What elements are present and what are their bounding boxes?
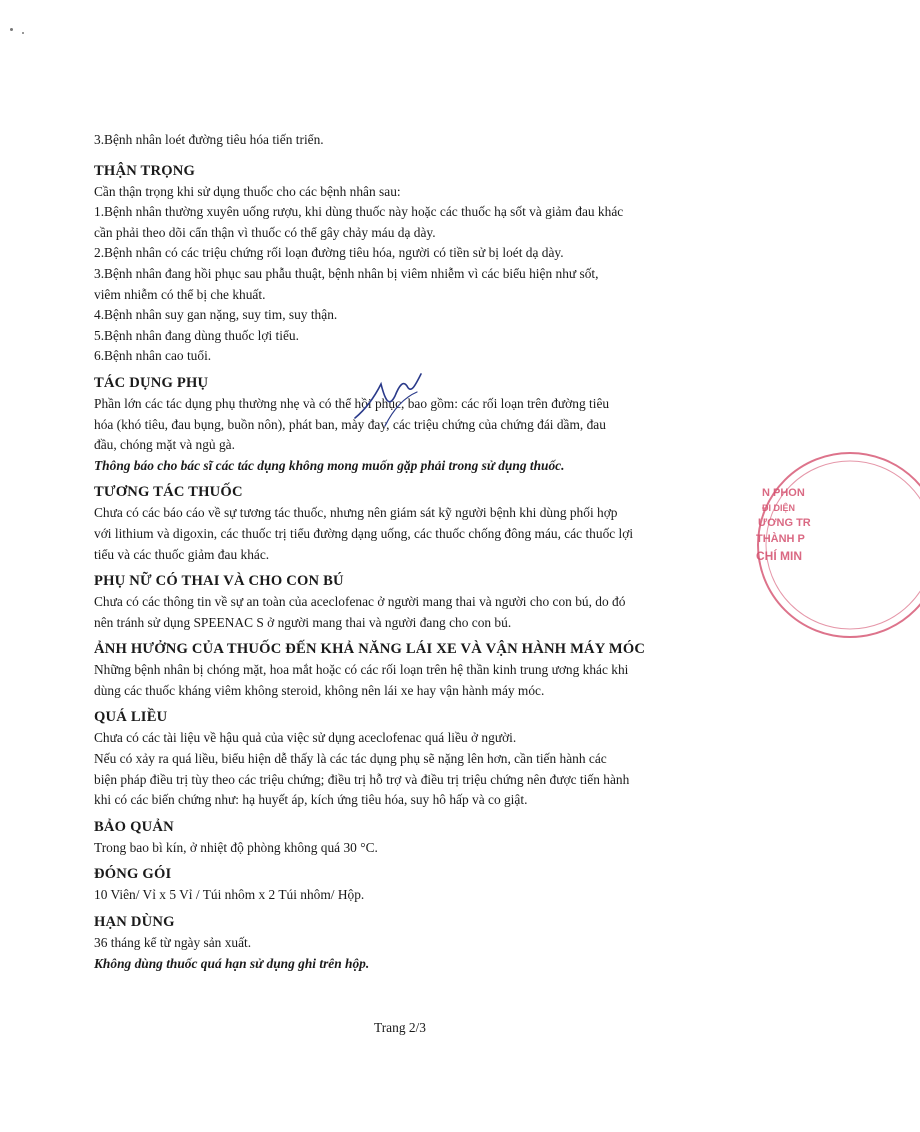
contraindication-item-3: 3.Bệnh nhân loét đường tiêu hóa tiến triển. xyxy=(94,132,324,147)
side-effect-note: Thông báo cho bác sĩ các tác dụng không mong muốn gặp phải trong sử dụng thuốc. xyxy=(94,457,565,473)
text-line: Trong bao bì kín, ở nhiệt độ phòng không quá 30 °C. xyxy=(94,839,378,855)
text-line: 2.Bệnh nhân có các triệu chứng rối loạn đường tiêu hóa, người có tiền sử bị loét dạ dày. xyxy=(94,245,564,261)
signature-stroke xyxy=(385,392,417,426)
text-line: hóa (khó tiêu, đau bụng, buồn nôn), phát ban, mày đay, các triệu chứng của chứng đái dầm, đau xyxy=(94,416,606,432)
signature-stroke xyxy=(355,374,421,418)
official-stamp xyxy=(740,445,860,665)
stamp-line: ƯƠNG TR xyxy=(758,517,811,529)
text-line: Cần thận trọng khi sử dụng thuốc cho các bệnh nhân sau: xyxy=(94,183,401,199)
text-line: Chưa có các thông tin về sự an toàn của aceclofenac ở người mang thai và người cho con bú, do đó xyxy=(94,594,626,610)
stamp-line: CHÍ MIN xyxy=(756,549,802,563)
section-heading-tac-dung-phu: TÁC DỤNG PHỤ xyxy=(94,374,209,391)
section-heading-phu-nu: PHỤ NỮ CÓ THAI VÀ CHO CON BÚ xyxy=(94,573,344,590)
text-line: biện pháp điều trị tùy theo các triệu chứng; điều trị hỗ trợ và điều trị triệu chứng nên được tiến hành xyxy=(94,771,630,787)
section-heading-tuong-tac: TƯƠNG TÁC THUỐC xyxy=(94,484,243,501)
page-number: Trang 2/3 xyxy=(374,1020,426,1035)
text-line: 5.Bệnh nhân đang dùng thuốc lợi tiểu. xyxy=(94,327,299,343)
text-line: Những bệnh nhân bị chóng mặt, hoa mắt hoặc có các rối loạn trên hệ thần kinh trung ương khác khi xyxy=(94,662,629,678)
text-line: khi có các biến chứng như: hạ huyết áp, kích ứng tiêu hóa, suy hô hấp và co giật. xyxy=(94,792,528,808)
text-line: Chưa có các báo cáo về sự tương tác thuốc, nhưng nên giám sát kỹ người bệnh khi dùng phối hợp xyxy=(94,505,618,521)
text-line: 10 Viên/ Vỉ x 5 Vỉ / Túi nhôm x 2 Túi nhôm/ Hộp. xyxy=(94,887,365,903)
text-line: Phần lớn các tác dụng phụ thường nhẹ và có thể hồi phục, bao gồm: các rối loạn trên đường tiêu xyxy=(94,395,610,411)
stamp-line: N PHON xyxy=(762,487,805,499)
text-line: 6.Bệnh nhân cao tuổi. xyxy=(94,348,212,364)
text-line: dùng các thuốc kháng viêm không steroid, không nên lái xe hay vận hành máy móc. xyxy=(94,682,545,698)
text-line: Chưa có các tài liệu về hậu quả của việc sử dụng aceclofenac quá liều ở người. xyxy=(94,730,517,746)
text-line: 1.Bệnh nhân thường xuyên uống rượu, khi dùng thuốc này hoặc các thuốc hạ sốt và giảm đau khác xyxy=(94,204,624,220)
text-line: viêm nhiễm có thể bị che khuất. xyxy=(94,286,266,302)
text-line: với lithium và digoxin, các thuốc trị tiểu đường dạng uống, các thuốc chống đông máu, các thuốc lợi xyxy=(94,525,634,541)
scan-speck xyxy=(10,28,13,31)
text-line: 4.Bệnh nhân suy gan nặng, suy tim, suy thận. xyxy=(94,307,338,323)
text-line: đầu, chóng mặt và ngủ gà. xyxy=(94,437,235,453)
text-line: 36 tháng kể từ ngày sản xuất. xyxy=(94,935,252,951)
stamp-line: ĐI DIỆN xyxy=(762,503,796,513)
text-line: tiểu và các thuốc giảm đau khác. xyxy=(94,546,270,562)
section-heading-dong-goi: ĐÓNG GÓI xyxy=(94,866,172,883)
text-line: Nếu có xảy ra quá liều, biểu hiện dễ thấy là các tác dụng phụ sẽ nặng lên hơn, cần tiến hành các xyxy=(94,751,607,767)
document-body xyxy=(94,130,734,974)
stamp-line: THÀNH P xyxy=(756,533,805,545)
expiry-note: Không dùng thuốc quá hạn sử dụng ghi trên hộp. xyxy=(94,955,370,971)
text-line: 3.Bệnh nhân đang hồi phục sau phẫu thuật, bệnh nhân bị viêm nhiễm vì các biểu hiện như sốt, xyxy=(94,265,599,281)
text-line: nên tránh sử dụng SPEENAC S ở người mang thai và người đang cho con bú. xyxy=(94,614,512,630)
section-heading-bao-quan: BẢO QUẢN xyxy=(94,818,174,835)
section-heading-qua-lieu: QUÁ LIỀU xyxy=(94,709,168,726)
section-heading-han-dung: HẠN DÙNG xyxy=(94,914,175,931)
scan-speck xyxy=(22,32,24,34)
signature-mark xyxy=(345,356,435,446)
section-heading-than-trong: THẬN TRỌNG xyxy=(94,162,196,179)
section-heading-anh-huong: ẢNH HƯỞNG CỦA THUỐC ĐẾN KHẢ NĂNG LÁI XE VÀ VẬN HÀNH MÁY MÓC xyxy=(94,641,646,658)
text-line: cần phải theo dõi cẩn thận vì thuốc có thể gây chảy máu dạ dày. xyxy=(94,224,436,240)
